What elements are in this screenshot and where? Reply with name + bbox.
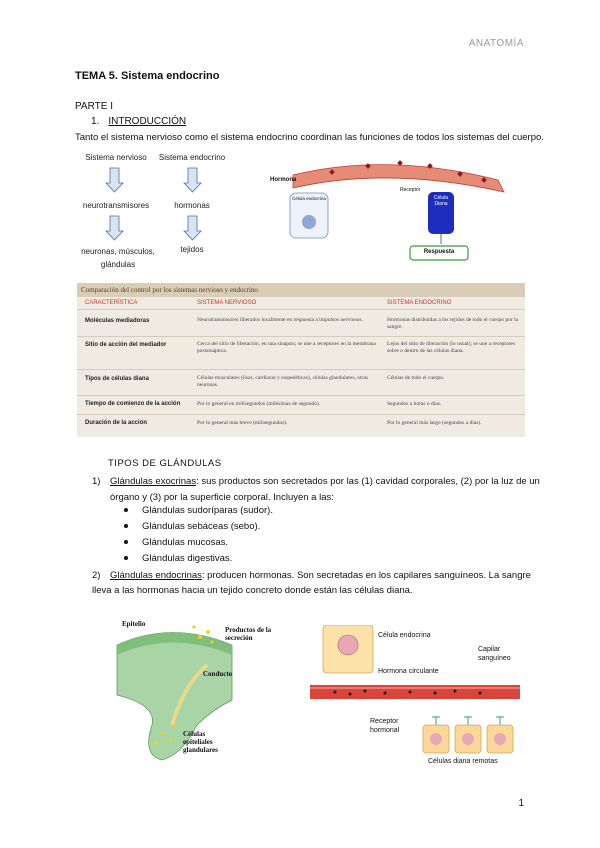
table-cell: Tipos de células diana (85, 376, 149, 382)
section-label: PARTE I (75, 101, 113, 112)
conducto-label: Conducto (203, 670, 233, 678)
scheme-col2-title: Sistema endocrino (158, 153, 226, 162)
arrow-down-icon (106, 168, 123, 192)
intro-paragraph: Tanto el sistema nervioso como el sistema endocrino coordinan las funciones de todos los sistemas del cuerpo. (75, 132, 544, 143)
list-item: Glándulas digestivas. (124, 553, 232, 564)
endocrine-cell-label: Célula endocrina (378, 632, 431, 639)
productos-label: Productos de la secreción (225, 626, 272, 642)
table-caption: Comparación del control por los sistemas nervioso y endocrino (77, 283, 525, 297)
intro-heading (91, 116, 186, 127)
endocrine-term: Glándulas endocrinas (110, 570, 202, 581)
table-cell: Por lo general más breve (milisegundos). (197, 420, 288, 426)
endocrine-text: : producen hormonas. Son secretadas en los capilares sanguíneos. La sangre (201, 570, 531, 581)
table-cell: Células de todo el cuerpo. (387, 375, 445, 381)
scheme-col1-mid: neurotransmisores (82, 201, 150, 210)
receptors (432, 717, 504, 725)
comparison-table (77, 283, 525, 437)
list-item: Glándulas mucosas. (124, 537, 228, 548)
cell-nucleus (302, 215, 316, 229)
exocrine-number: 1) (92, 476, 101, 487)
target-cells-label: Células diana remotas (428, 758, 498, 765)
hormone-label: Hormona circulante (378, 668, 439, 675)
target-cell-label: Célula Diana (433, 195, 449, 207)
capillary-label: Capilar sanguíneo (478, 646, 511, 662)
table-header: CARACTERÍSTICA (85, 300, 138, 306)
hormone-label: Hormona (270, 177, 297, 183)
section-heading: TIPOS DE GLÁNDULAS (108, 458, 222, 469)
table-cell: Neurotransmisores liberados localmente en respuesta a impulsos nerviosos. (197, 317, 363, 323)
arrow-down-icon (106, 216, 123, 240)
subject-header: ANATOMÍA (468, 38, 524, 49)
table-cell: Segundos a horas o días. (387, 401, 442, 407)
list-item: Glándulas sudoríparas (sudor). (124, 505, 273, 516)
table-cell: Tiempo de comienzo de la acción (85, 401, 181, 407)
list-item: Glándulas sebáceas (sebo). (124, 521, 260, 532)
table-cell: Duración de la acción (85, 420, 148, 426)
endocrine-number: 2) (92, 570, 101, 581)
table-cell: Moléculas mediadoras (85, 318, 150, 324)
exocrine-line1 (110, 474, 540, 489)
scheme-col1-bottom: neuronas, músculos, glándulas (81, 247, 155, 269)
epitelio-label: Epitelio (122, 620, 146, 628)
vessel-label: Sangre (292, 162, 309, 168)
exocrine-line2: órgano y (3) por la superficie corporal. Incluyen a las: (110, 492, 334, 503)
intro-title: INTRODUCCIÓN (108, 116, 187, 127)
exocrine-term: Glándulas exocrinas (110, 476, 197, 487)
table-header: SISTEMA NERVIOSO (197, 300, 257, 306)
table-header: SISTEMA ENDOCRINO (387, 300, 452, 306)
endocrine-line1 (110, 568, 531, 583)
table-cell: Por lo general en milisegundos (milésimas de segundo). (197, 401, 321, 407)
table-cell: Hormonas distribuidas a los tejidos de todo el cuerpo por la sangre. (387, 317, 519, 330)
table-cell: Lejos del sitio de liberación (lo usual); se une a receptores sobre o dentro de las células diana. (387, 341, 515, 354)
celulas-label: Células epiteliales glandulares (183, 730, 218, 754)
scheme-col2-mid: hormonas (174, 201, 210, 210)
table-cell: Cerca del sitio de liberación, en una sinapsis; se une a receptores en la membrana postsináptica. (197, 341, 376, 354)
scheme-col2-bottom: tejidos (180, 245, 204, 254)
arrow-down-icon (184, 168, 201, 192)
receptor-label: Receptor (400, 187, 421, 193)
receptor-label: Receptor hormonal (370, 718, 400, 734)
table-cell: Por lo general más largo (segundos a días). (387, 420, 482, 426)
table-cell: Sitio de acción del mediador (85, 342, 167, 348)
page-title: TEMA 5. Sistema endocrino (75, 70, 220, 82)
page-number: 1 (518, 798, 524, 809)
endocrine-line2: lleva a las hormonas hacia un tejido concreto donde están las células diana. (92, 585, 413, 596)
intro-number: 1. (91, 116, 100, 127)
response-label: Respuesta (423, 249, 455, 255)
arrow-down-icon (184, 216, 201, 240)
blood-vessel (293, 165, 504, 192)
scheme-col1-title: Sistema nervioso (85, 153, 147, 162)
table-cell: Células musculares (lisas, cardíacas y esqueléticas), células glandulares, otras neuronas. (197, 375, 368, 388)
endocrine-cell-label: Célula endocrina (292, 196, 326, 201)
exocrine-text: : sus productos son secretados por las (1) cavidad corporales, (2) por la luz de un (196, 476, 540, 487)
